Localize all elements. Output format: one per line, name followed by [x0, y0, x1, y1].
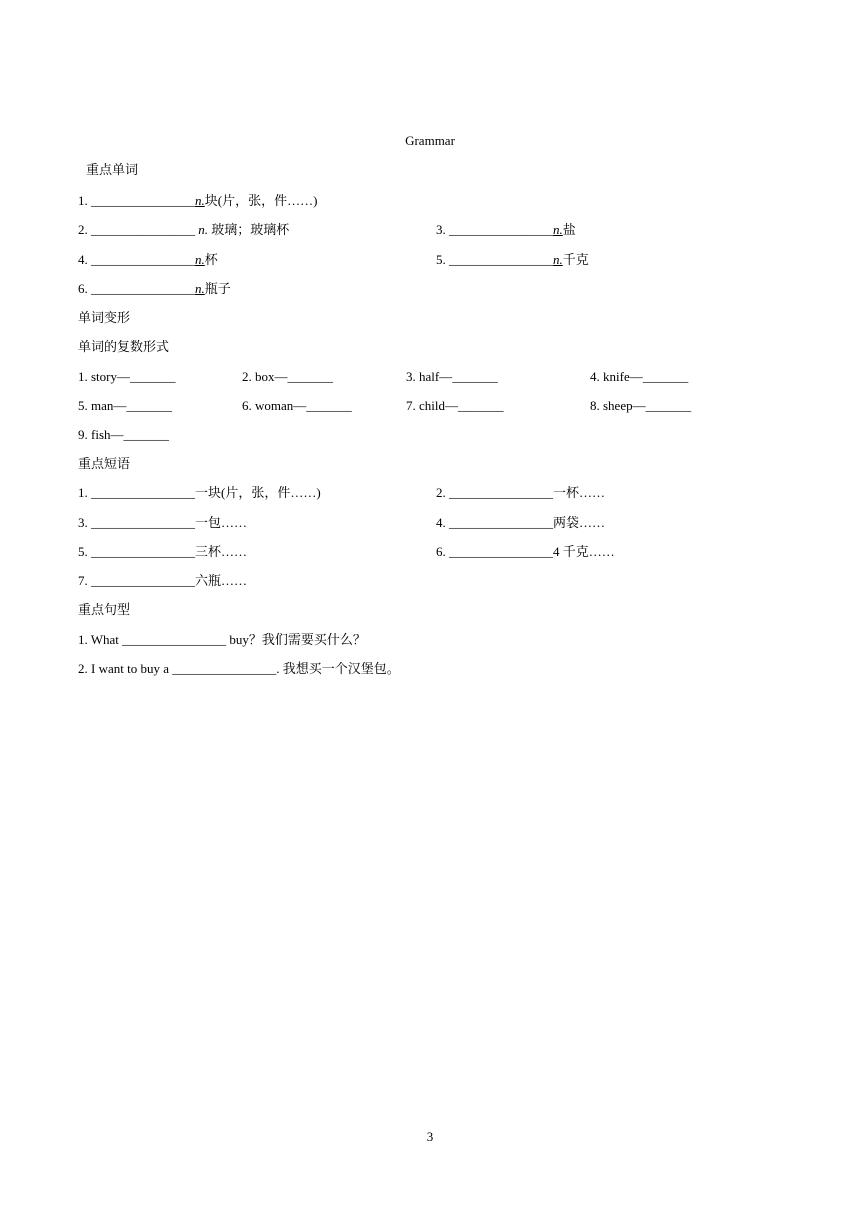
section-subheading-plural-forms: 单词的复数形式: [78, 339, 170, 354]
word-item-3: [436, 221, 576, 239]
word-meaning: 千克: [562, 252, 589, 267]
answer-blank: ________________: [449, 252, 553, 267]
section-heading-key-phrases: 重点短语: [78, 456, 131, 471]
phrase-item-3: 3. ________________一包……: [78, 515, 248, 530]
word-meaning: 杯: [204, 252, 218, 267]
plural-item-1: 1. story—_______: [78, 369, 176, 384]
word-item-1: [78, 192, 317, 210]
section-heading-key-sentences: 重点句型: [78, 602, 131, 617]
page-title: Grammar: [405, 133, 455, 148]
answer-blank: ________________: [91, 193, 195, 208]
plural-item-3: 3. half—_______: [406, 369, 498, 384]
phrase-item-7: 7. ________________六瓶……: [78, 573, 248, 588]
word-meaning: 块(片，张，件……): [204, 193, 318, 208]
item-number: 4.: [78, 252, 88, 267]
item-number: 5.: [436, 252, 446, 267]
sentence-item-1: 1. What ________________ buy？我们需要买什么？: [78, 632, 366, 647]
plural-item-9: 9. fish—_______: [78, 427, 169, 442]
word-meaning: 玻璃；玻璃杯: [211, 222, 290, 237]
item-number: 6.: [78, 281, 88, 296]
item-number: 3.: [436, 222, 446, 237]
part-of-speech: n.: [195, 193, 205, 208]
word-item-4: [78, 251, 218, 269]
item-number: 1.: [78, 193, 88, 208]
word-meaning: 盐: [562, 222, 576, 237]
word-item-6: [78, 280, 231, 298]
answer-blank: ________________: [449, 222, 553, 237]
sentence-item-2: 2. I want to buy a ________________. 我想买一个汉堡包。: [78, 661, 400, 676]
plural-item-5: 5. man—_______: [78, 398, 172, 413]
plural-item-2: 2. box—_______: [242, 369, 333, 384]
phrase-item-5: 5. ________________三杯……: [78, 544, 248, 559]
plural-item-4: 4. knife—_______: [590, 369, 689, 384]
answer-blank: ________________: [91, 252, 195, 267]
plural-item-8: 8. sheep—_______: [590, 398, 692, 413]
word-item-2: [78, 221, 289, 239]
phrase-item-2: 2. ________________一杯……: [436, 485, 606, 500]
word-meaning: 瓶子: [204, 281, 231, 296]
answer-blank: ________________: [91, 222, 195, 237]
part-of-speech: n.: [195, 252, 205, 267]
word-item-5: [436, 251, 589, 269]
phrase-item-6: 6. ________________4 千克……: [436, 544, 615, 559]
part-of-speech: n.: [198, 222, 208, 237]
part-of-speech: n.: [553, 252, 563, 267]
section-heading-word-forms: 单词变形: [78, 310, 131, 325]
phrase-item-1: 1. ________________一块(片，张，件……): [78, 485, 321, 500]
plural-item-6: 6. woman—_______: [242, 398, 352, 413]
answer-blank: ________________: [91, 281, 195, 296]
page-number: 3: [426, 1129, 434, 1144]
section-heading-key-words: 重点单词: [86, 162, 139, 177]
plural-item-7: 7. child—_______: [406, 398, 504, 413]
item-number: 2.: [78, 222, 88, 237]
part-of-speech: n.: [553, 222, 563, 237]
part-of-speech: n.: [195, 281, 205, 296]
phrase-item-4: 4. ________________两袋……: [436, 515, 606, 530]
